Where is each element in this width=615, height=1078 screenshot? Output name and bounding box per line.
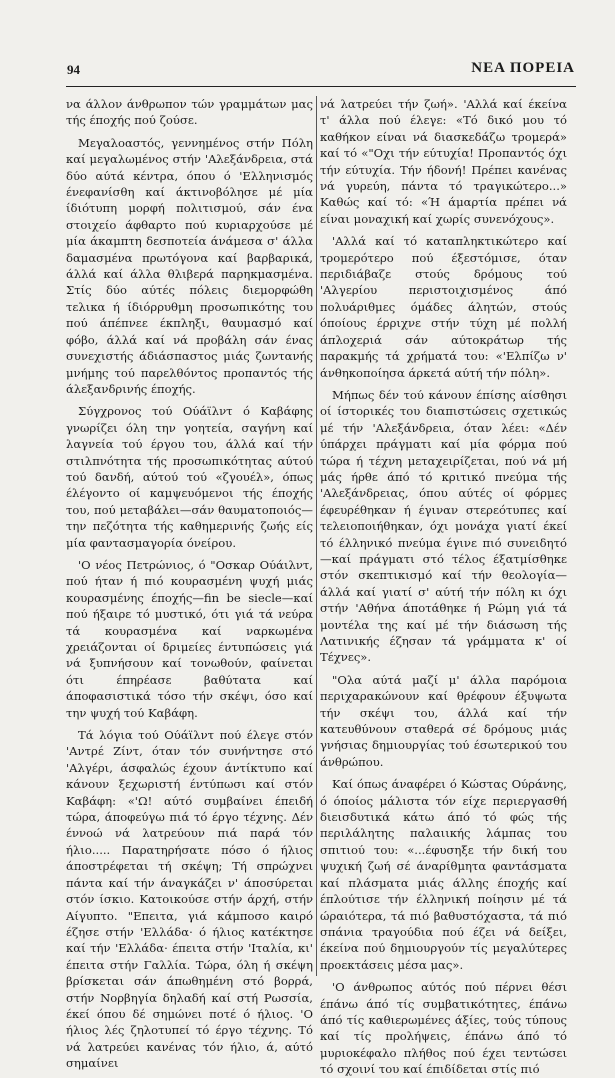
paragraph: Σύγχρονος τού Ούάϊλντ ό Καβάφης γνωρίζει όλη την γοητεία, σαγήνη καί λαγνεία τού έργου του, άλλά καί τήν στιλπνότητα τής προσωπικότητας αύτού τού δανδή, αύτού τού «ζγουέλ», όπως έλέγοντο οί καμψευόμενοι τής έποχής του, πού μεταβάλει—σάν θαυματοποιός—την πεζότητα τής καθημερινής ζωής είς μία φαντασμαγορία όνείρου.	[66, 404, 313, 550]
paragraph: Μήπως δέν τού κάνουν έπίσης αίσθησι οί ίστορικές του διαπιστώσεις σχετικώς μέ τήν 'Αλεξάνδρεια, όταν λέει: «Δέν ύπάρχει πράγματι καί μία φόρμα πού τώρα ή τέχνη μεταχειρίζεται, πού νά μή μάς ήρθε άπό τό κριτικό πνεύμα τής 'Αλεξάνδρειας, όπου αύτές οί φόρμες έφευρέθηκαν ή έγιναν στερεότυπες καί τελειοποιήθηκαν, όχι μονάχα γιατί έκεί τό έλληνικό πνεύμα έγινε πιό συνειδητό—καί πράγματι στό τέλος έξατμίσθηκε στόν σκεπτικισμό καί τήν θεολογία—άλλά καί γιατί σ' αύτή τήν πόλη κι όχι στήν 'Αθήνα άποτάθηκε ή Ρώμη γιά τά μοντέλα της καί μέ τήν διάσωση τής Λατινικής έζησαν τά γράμματα κ' οί Τέχνες».	[320, 387, 567, 665]
running-title: ΝΕΑ ΠΟΡΕΙΑ	[471, 60, 575, 76]
paragraph: Μεγαλοαστός, γεννημένος στήν Πόλη καί μεγαλωμένος στήν 'Αλεξάνδρεια, στά δύο αύτά κέντρα, όπου ό 'Ελληνισμός ένεφανίσθη καί άκτινοβόλησε μέ μία ίδιότυπη μορφή πολιτισμού, σάν ένα στοιχείο άφθαρτο πού κυριαρχούσε μέ μία άκαμπτη δεσποτεία άνάμεσα σ' άλλα δαμασμένα πρωτόγονα καί βαρβαρικά, άλλά καί άλλα θλιβερά παρηκμασμένα. Στίς δύο αύτές πόλεις διεμορφώθη τελικα ή ίδιόρρυθμη προσωπικότης του πού άπέπνεε έκπληξι, θαυμασμό καί φόβο, άλλά καί νά προβάλη σάν ένας συνεχιστής άδιάσπαστος μιάς ζωντανής μνήμης τού παρελθόντος προπαντός τής άλεξανδρινής έποχής.	[66, 135, 313, 396]
paragraph: 'Αλλά καί τό καταπληκτικώτερο καί τρομερότερο πού έξεστόμισε, όταν περιδιάβαζε στούς δρόμους τού 'Αλγερίου περιστοιχισμένος άπό πολυάριθμες όμάδες άλητών, στούς όποίους έρριχνε στήν τύχη μέ πολλή άπλοχεριά σάν αύτοκράτωρ τής παρακμής τά χρήματά του: «'Ελπίζω ν' άνθηκοποίησα άρκετά αύτή τήν πόλη».	[320, 234, 567, 380]
paragraph: 'Ο άνθρωπος αύτός πού πέρνει θέσι έπάνω άπό τίς συμβατικότητες, έπάνω άπό τίς καθιερωμένες άξίες, τούς τύπους καί τίς προλήψεις, έπάνω άπό τό μυριοκέφαλο πλήθος πού έχει τεντώσει τό σχοινί του καί έπιδίδεται στίς πιό	[320, 980, 567, 1077]
paragraph: Καί όπως άναφέρει ό Κώστας Ούράνης, ό όποίος μάλιστα τόν είχε περιεργασθή διεισδυτικά κάτω άπό τό φώς τής περιλάλητης παλαιικής λάμπας του σπιτιού του: «...έφυσηξε τήν δική του ψυχική ζωή σέ άναρίθμητα φαντάσματα καί πλάσματα μιάς άλλης έποχής καί έπλούτισε τήν έλληνική ποίησιν μέ τά ώραιότερα, τά πιό βαθυστόχαστα, τά πιό σπάνια τραγούδια πού έζει νά δείξει, έκείνα πού δημιουργούν τίς μεγαλύτερες προεκτάσεις μέσα μας».	[320, 777, 567, 972]
paragraph: να άλλον άνθρωπον τών γραμμάτων μας τής έποχής πού ζούσε.	[66, 97, 313, 128]
page-number: 94	[67, 62, 80, 77]
left-column	[66, 96, 313, 1071]
paragraph: "Ολα αύτά μαζί μ' άλλα παρόμοια περιχαρακώνουν καί θρέφουν έξυψωτα τήν σκέψι του, άλλά καί τήν κατευθύνουν σταθερά σέ δρόμους μιάς γνήσιας δημιουργίας τού έσωτερικού του άνθρώπου.	[320, 672, 567, 769]
paragraph: 'Ο νέος Πετρώνιος, ό "Οσκαρ Ούάιλντ, πού ήταν ή πιό κουρασμένη ψυχή μιάς κουρασμένης έποχής—fin be siecle—καί πού ήξαιρε τό μυστικό, ότι γιά τά νεύρα τά κουρασμένα καί ναρκωμένα χρειάζονται οί δριμείες έντυπώσεις γιά νά ξυπνήσουν καί τονωθούν, φαίνεται ότι έπηρέασε βαθύτατα καί άποφασιστικά τόσο τήν σκέψι, όσο καί την ψυχή τού Καβάφη.	[66, 557, 313, 720]
right-column	[320, 96, 567, 1077]
header-rule	[66, 86, 576, 87]
paragraph: Τά λόγια τού Ούάϊλντ πού έλεγε στόν 'Αντρέ Ζίντ, όταν τόν συνήντησε στό 'Αλγέρι, άσφαλώς έχουν άντίκτυπο καί κάνουν ξεχωριστή έντύπωσι καί στόν Καβάφη: «'Ω! αύτό συμβαίνει έπειδή τώρα, άποφεύγω πιά τό έργο τέχνης. Δέν έννοώ νά λατρεύουν πιά παρά τόν ήλιο..... Παρατηρήσατε πόσο ό ήλιος άποστρέφεται τή σκέψη; Τή σπρώχνει πάντα καί τήν άναγκάζει ν' άποσύρεται στόν ίσκιο. Κατοικούσε στήν άρχή, στήν Αίγυπτο. "Επειτα, γιά κάμποσο καιρό έζησε στήν 'Ελλάδα· ό ήλιος κατέκτησε καί τήν 'Ελλάδα· έπειτα στήν 'Ιταλία, κι' έπειτα στήν Γαλλία. Τώρα, όλη ή σκέψη βρίσκεται σάν άπωθημένη στό βορρά, στήν Νορβηγία δηλαδή καί στή Ρωσσία, έκεί όπου δέ σημώνει ποτέ ό ήλιος. 'Ο ήλιος λές ζηλοτυπεί τό έργο τέχνης. Τό νά λατρεύει κανένας τόν ήλιο, ά, αύτό σημαίνει	[66, 728, 313, 1071]
paragraph: νά λατρεύει τήν ζωή». 'Αλλά καί έκείνα τ' άλλα πού έλεγε: «Τό δικό μου τό καθήκον είναι νά διασκεδάζω τρομερά» καί τό «"Οχι τήν εύτυχία! Προπαντός όχι τήν εύτυχία. Τήν ήδονή! Πρέπει κανένας νά γυρεύη, πάντα τό τραγικώτερο...» Καθώς καί τό: «Ή άμαρτία πρέπει νά είναι μοναχική καί χωρίς συνενόχους».	[320, 97, 567, 226]
column-separator	[316, 96, 317, 976]
